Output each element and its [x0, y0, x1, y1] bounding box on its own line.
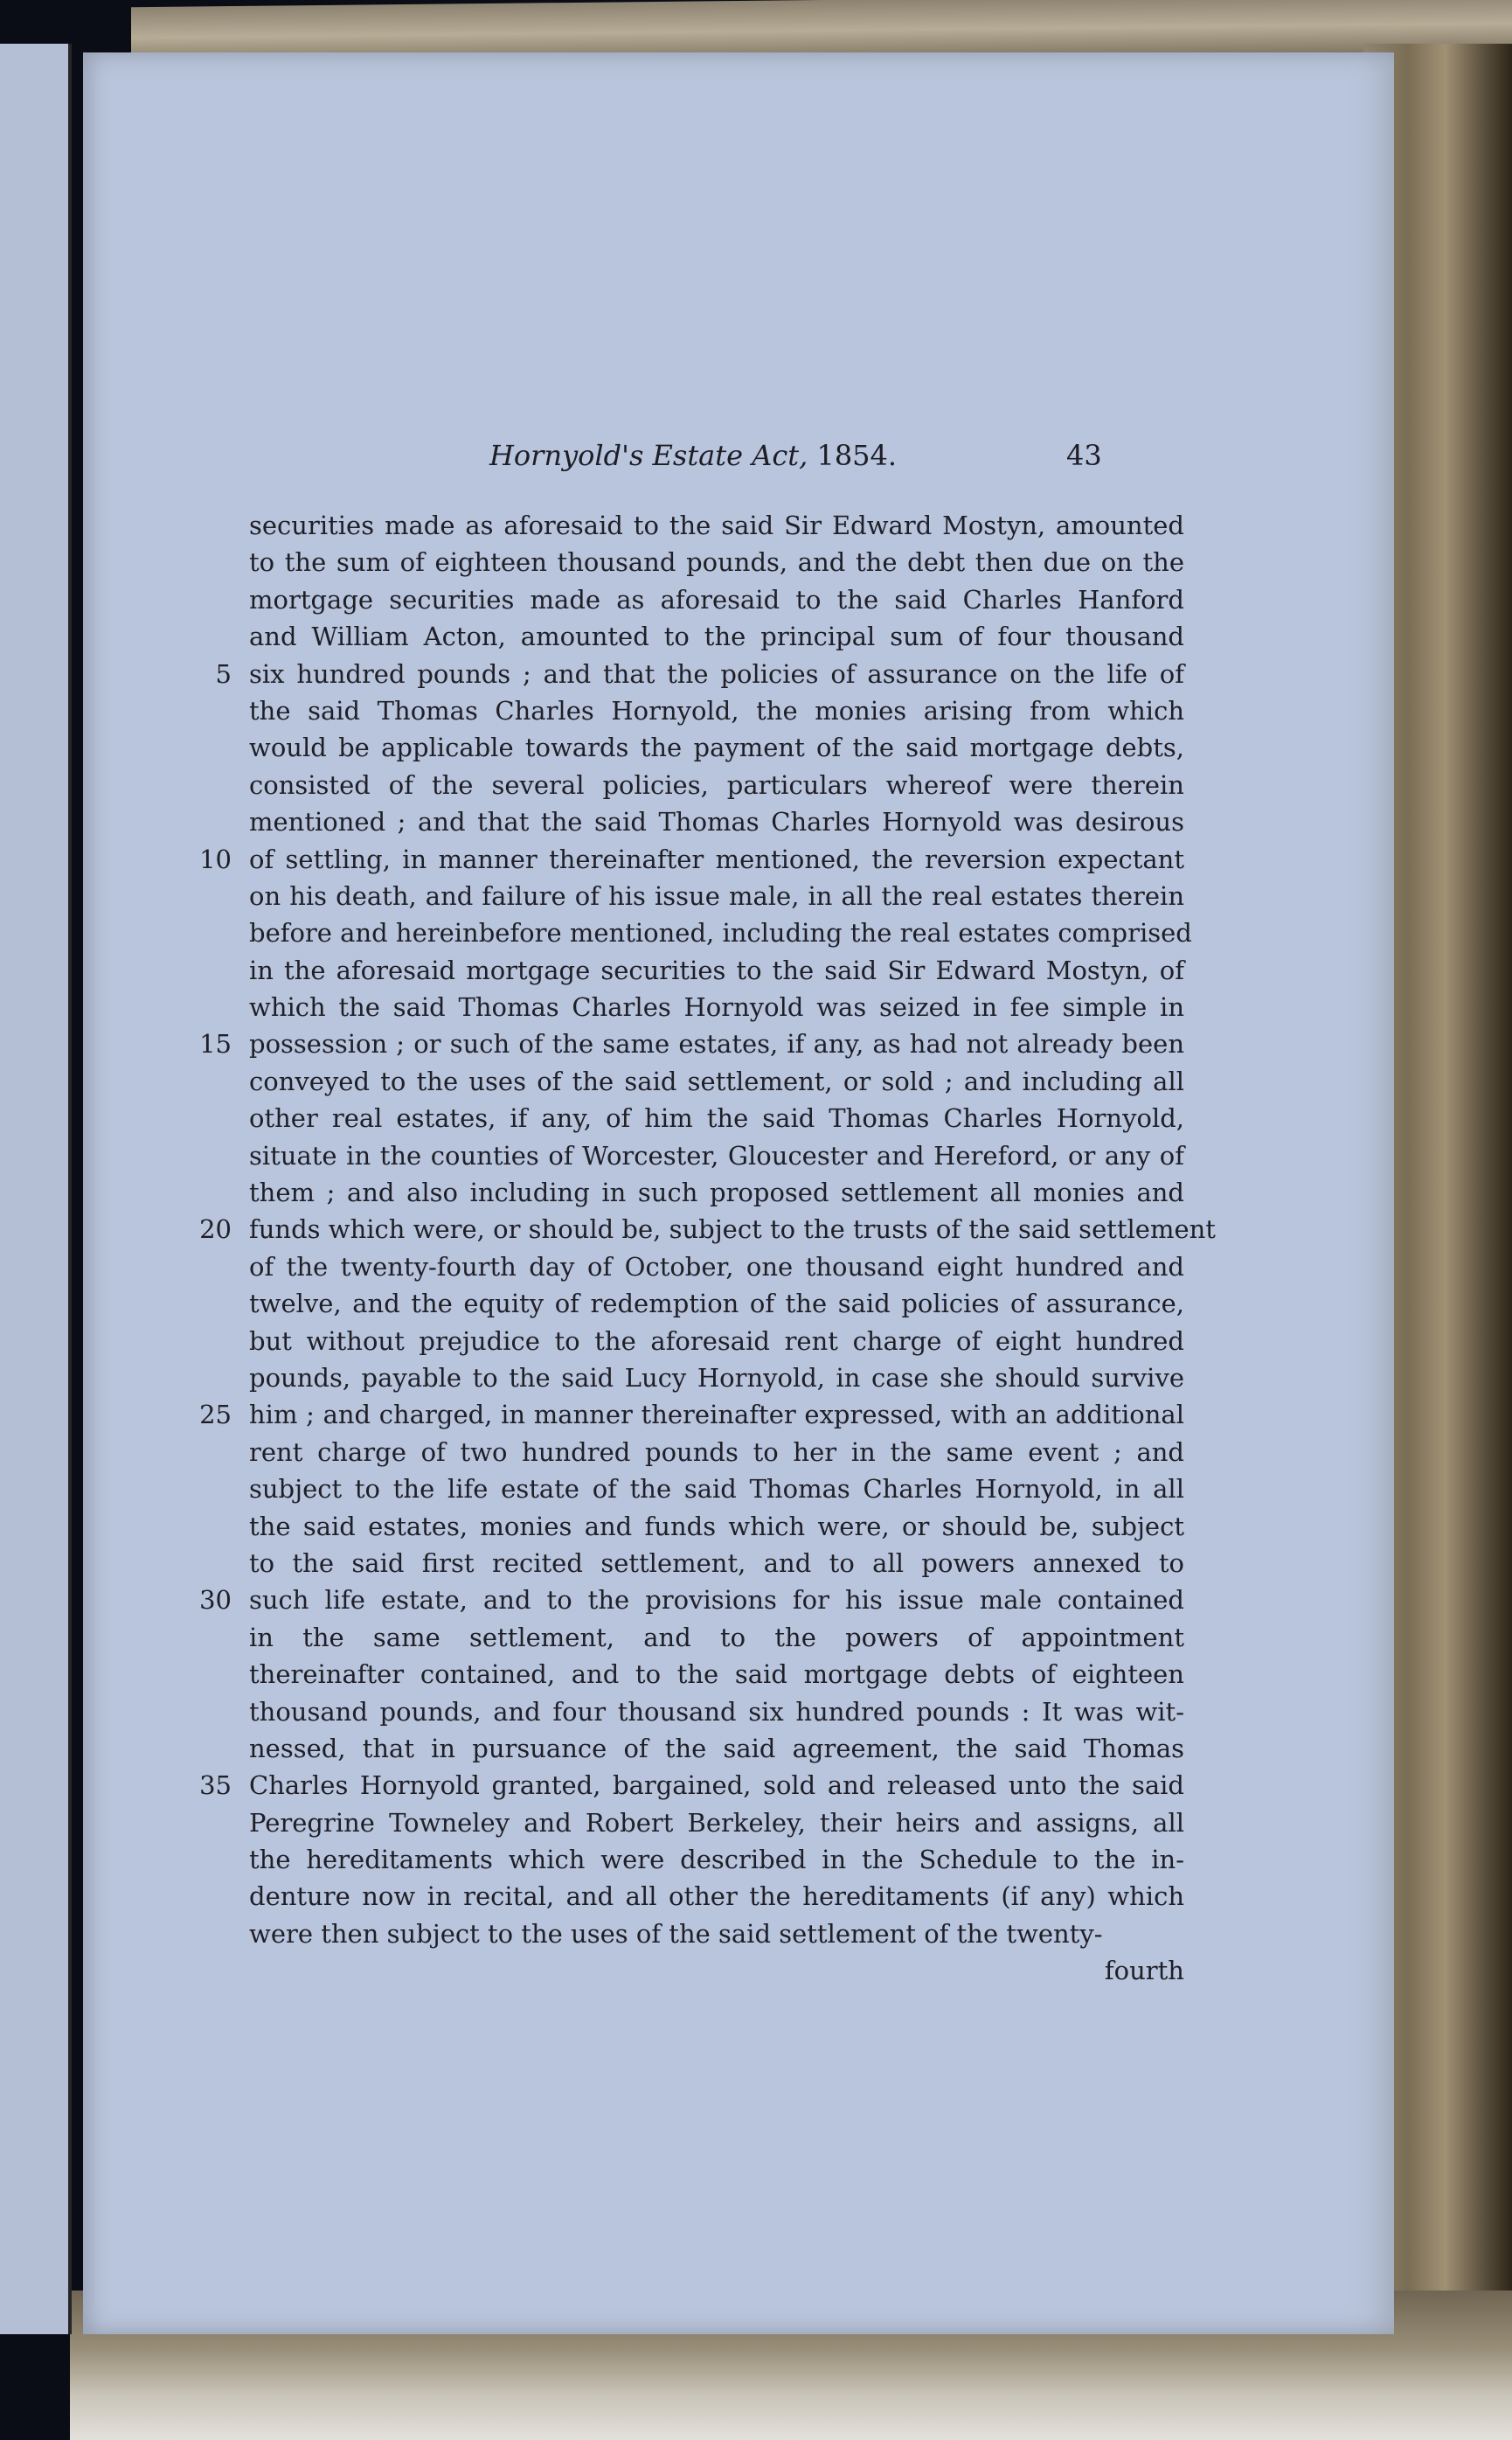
line-text: funds which were, or should be, subject to the trusts of the said settlement [249, 1214, 1216, 1245]
text-line [199, 1396, 1184, 1433]
line-text: were then subject to the uses of the said settlement of the twenty- [249, 1918, 1103, 1949]
text-line [249, 1434, 1184, 1470]
text-line [215, 656, 1184, 692]
line-text: but without prejudice to the aforesaid rent charge of eight hundred [249, 1325, 1184, 1356]
text-line [249, 1063, 1184, 1100]
text-line [249, 1470, 1184, 1507]
text-line [249, 1730, 1184, 1767]
line-text: thereinafter contained, and to the said mortgage debts of eighteen [249, 1659, 1184, 1690]
line-text: him ; and charged, in manner thereinafter expressed, with an additional [249, 1400, 1184, 1430]
line-text: possession ; or such of the same estates, if any, as had not already been [249, 1029, 1184, 1060]
text-line [249, 1804, 1184, 1841]
text-line [249, 914, 1192, 951]
text-line [249, 1174, 1184, 1211]
body-text [199, 507, 1216, 1990]
line-text: would be applicable towards the payment of the said mortgage debts, [249, 733, 1184, 763]
text-line [249, 544, 1184, 580]
text-line [249, 1323, 1184, 1359]
line-text: on his death, and failure of his issue male, in all the real estates therein [249, 880, 1184, 911]
line-text: the said estates, monies and funds which were, or should be, subject [249, 1511, 1184, 1541]
line-text: the hereditaments which were described in the Schedule to the in- [249, 1845, 1184, 1875]
line-text: and William Acton, amounted to the principal sum of four thousand [249, 622, 1184, 652]
line-text: the said Thomas Charles Hornyold, the monies arising from which [249, 695, 1184, 726]
text-line [249, 1100, 1184, 1137]
line-text: six hundred pounds ; and that the policies of assurance on the life of [249, 658, 1184, 689]
line-text: Charles Hornyold granted, bargained, sold and released unto the said [249, 1770, 1184, 1801]
text-line [249, 952, 1184, 989]
line-text: of settling, in manner thereinafter mentioned, the reversion expectant [249, 844, 1184, 874]
text-line [249, 1878, 1184, 1915]
line-text: conveyed to the uses of the said settlement, or sold ; and including all [249, 1066, 1184, 1096]
text-line [249, 581, 1184, 618]
line-text: to the said first recited settlement, and to all powers annexed to [249, 1547, 1184, 1578]
line-number: 15 [199, 1029, 232, 1060]
text-line [249, 1915, 1184, 1952]
line-text: rent charge of two hundred pounds to her in the same event ; and [249, 1436, 1184, 1467]
book-page [83, 52, 1394, 2334]
line-text: in the same settlement, and to the powers of appointment [249, 1622, 1184, 1652]
text-line [199, 1211, 1216, 1248]
line-text: other real estates, if any, of him the said Thomas Charles Hornyold, [249, 1103, 1184, 1134]
line-text: situate in the counties of Worcester, Gloucester and Hereford, or any of [249, 1140, 1184, 1171]
text-line [249, 1619, 1184, 1656]
text-line [249, 618, 1184, 655]
page-number: 43 [1066, 439, 1102, 472]
catchword: fourth [1104, 1956, 1184, 1986]
text-line [199, 1581, 1184, 1618]
text-line [249, 1545, 1184, 1581]
text-line [249, 1508, 1184, 1545]
text-line [249, 989, 1184, 1025]
line-number: 5 [215, 658, 232, 689]
text-line [249, 1248, 1184, 1285]
text-line [249, 1656, 1184, 1693]
line-number: 30 [199, 1585, 232, 1616]
text-line [249, 1359, 1184, 1396]
line-text: pounds, payable to the said Lucy Hornyold, in case she should survive [249, 1362, 1184, 1393]
line-text: before and hereinbefore mentioned, including the real estates comprised [249, 918, 1192, 949]
line-number: 25 [199, 1400, 232, 1430]
running-title-italic: Hornyold's Estate Act, [489, 439, 808, 472]
text-line [249, 507, 1184, 544]
line-text: mortgage securities made as aforesaid to the said Charles Hanford [249, 584, 1184, 615]
text-line [249, 1285, 1184, 1322]
text-line [249, 878, 1184, 914]
line-number: 20 [199, 1214, 232, 1245]
text-line [249, 1841, 1184, 1878]
line-text: nessed, that in pursuance of the said agreement, the said Thomas [249, 1733, 1184, 1763]
running-title-year: 1854. [816, 439, 898, 472]
line-number: 10 [199, 844, 232, 874]
facing-page-edge [0, 44, 72, 2334]
line-number: 35 [199, 1770, 232, 1801]
line-text: denture now in recital, and all other the hereditaments (if any) which [249, 1881, 1184, 1912]
line-text: twelve, and the equity of redemption of the said policies of assurance, [249, 1289, 1184, 1319]
line-text: securities made as aforesaid to the said Sir Edward Mostyn, amounted [249, 511, 1184, 540]
text-line [249, 767, 1184, 803]
line-text: in the aforesaid mortgage securities to the said Sir Edward Mostyn, of [249, 955, 1184, 985]
text-line [199, 1767, 1184, 1804]
text-line [249, 729, 1184, 766]
line-text: mentioned ; and that the said Thomas Charles Hornyold was desirous [249, 807, 1184, 838]
line-text: to the sum of eighteen thousand pounds, and the debt then due on the [249, 547, 1184, 578]
line-text: of the twenty-fourth day of October, one thousand eight hundred and [249, 1251, 1184, 1282]
line-text: such life estate, and to the provisions for his issue male contained [249, 1585, 1184, 1616]
text-line [249, 692, 1184, 729]
text-line [199, 1025, 1184, 1062]
text-line [249, 1137, 1184, 1174]
line-text: thousand pounds, and four thousand six hundred pounds : It was wit- [249, 1696, 1184, 1727]
line-text: which the said Thomas Charles Hornyold was seized in fee simple in [249, 992, 1184, 1023]
text-line [249, 1693, 1184, 1730]
running-title [489, 439, 897, 472]
line-text: them ; and also including in such proposed settlement all monies and [249, 1178, 1184, 1208]
line-text: Peregrine Towneley and Robert Berkeley, their heirs and assigns, all [249, 1807, 1184, 1838]
line-text: consisted of the several policies, particulars whereof were therein [249, 769, 1184, 800]
line-text: subject to the life estate of the said Thomas Charles Hornyold, in all [249, 1474, 1184, 1505]
text-line [249, 803, 1184, 840]
text-line [199, 841, 1184, 878]
